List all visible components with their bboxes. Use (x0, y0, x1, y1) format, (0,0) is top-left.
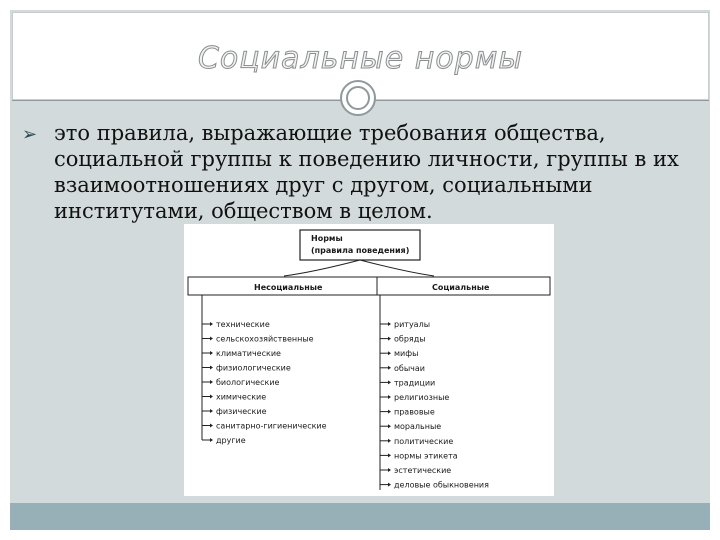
right-item-label: мифы (394, 349, 419, 359)
circle-ornament-icon (340, 80, 376, 116)
footer-bar (10, 503, 710, 530)
right-item-arrow-icon (388, 380, 391, 384)
norms-diagram-svg (184, 224, 554, 496)
left-item-arrow-icon (210, 409, 213, 413)
right-item-label: ритуалы (394, 320, 431, 329)
right-item-label: нормы этикета (394, 451, 458, 461)
connector-left (284, 260, 360, 276)
right-item-arrow-icon (388, 337, 391, 341)
left-heading: Несоциальные (254, 283, 323, 292)
right-item-arrow-icon (388, 395, 391, 399)
bullet-point (22, 120, 682, 224)
left-item-arrow-icon (210, 337, 213, 341)
right-item-arrow-icon (388, 351, 391, 355)
right-heading: Социальные (432, 283, 490, 292)
left-item-label: другие (216, 436, 246, 445)
left-item-label: сельскохозяйственные (216, 334, 314, 344)
left-item-arrow-icon (210, 366, 213, 370)
category-header-band (188, 277, 550, 295)
left-item-arrow-icon (210, 322, 213, 326)
right-item-arrow-icon (388, 322, 391, 326)
right-item-arrow-icon (388, 453, 391, 457)
root-label-line2: (правила поведения) (311, 246, 410, 255)
left-item-arrow-icon (210, 351, 213, 355)
arrow-bullet-icon: ➢ (22, 124, 38, 145)
connector-right (360, 260, 434, 276)
root-label-line1: Нормы (311, 234, 343, 243)
left-item-arrow-icon (210, 424, 213, 428)
right-item-label: деловые обыкновения (394, 480, 489, 490)
left-item-arrow-icon (210, 395, 213, 399)
left-item-label: технические (216, 320, 270, 329)
right-item-arrow-icon (388, 366, 391, 370)
right-item-label: правовые (394, 407, 435, 417)
right-item-label: религиозные (394, 393, 450, 402)
right-item-label: обряды (394, 334, 426, 344)
left-item-label: химические (216, 392, 267, 402)
right-item-arrow-icon (388, 483, 391, 487)
right-item-label: моральные (394, 422, 442, 432)
left-item-label: физические (216, 407, 267, 416)
slide-title: Социальные нормы (197, 41, 524, 76)
bullet-text: это правила, выражающие требования общества, социальной группы к поведению личности, группы в их взаимоотношениях друг с другом, социальными институтами, обществом в целом. (54, 121, 679, 223)
left-item-label: климатические (216, 349, 281, 358)
right-item-arrow-icon (388, 439, 391, 443)
right-item-label: эстетические (394, 466, 452, 475)
left-item-arrow-icon (210, 380, 213, 384)
right-item-label: традиции (394, 378, 436, 388)
right-item-arrow-icon (388, 424, 391, 428)
right-item-arrow-icon (388, 410, 391, 414)
left-item-label: физиологические (216, 363, 291, 373)
norms-diagram (184, 224, 554, 496)
right-item-label: обычаи (394, 363, 425, 373)
left-item-label: санитарно-гигиенические (216, 421, 327, 431)
left-item-label: биологические (216, 378, 280, 387)
right-item-arrow-icon (388, 468, 391, 472)
right-item-label: политические (394, 436, 454, 446)
left-item-arrow-icon (210, 438, 213, 442)
